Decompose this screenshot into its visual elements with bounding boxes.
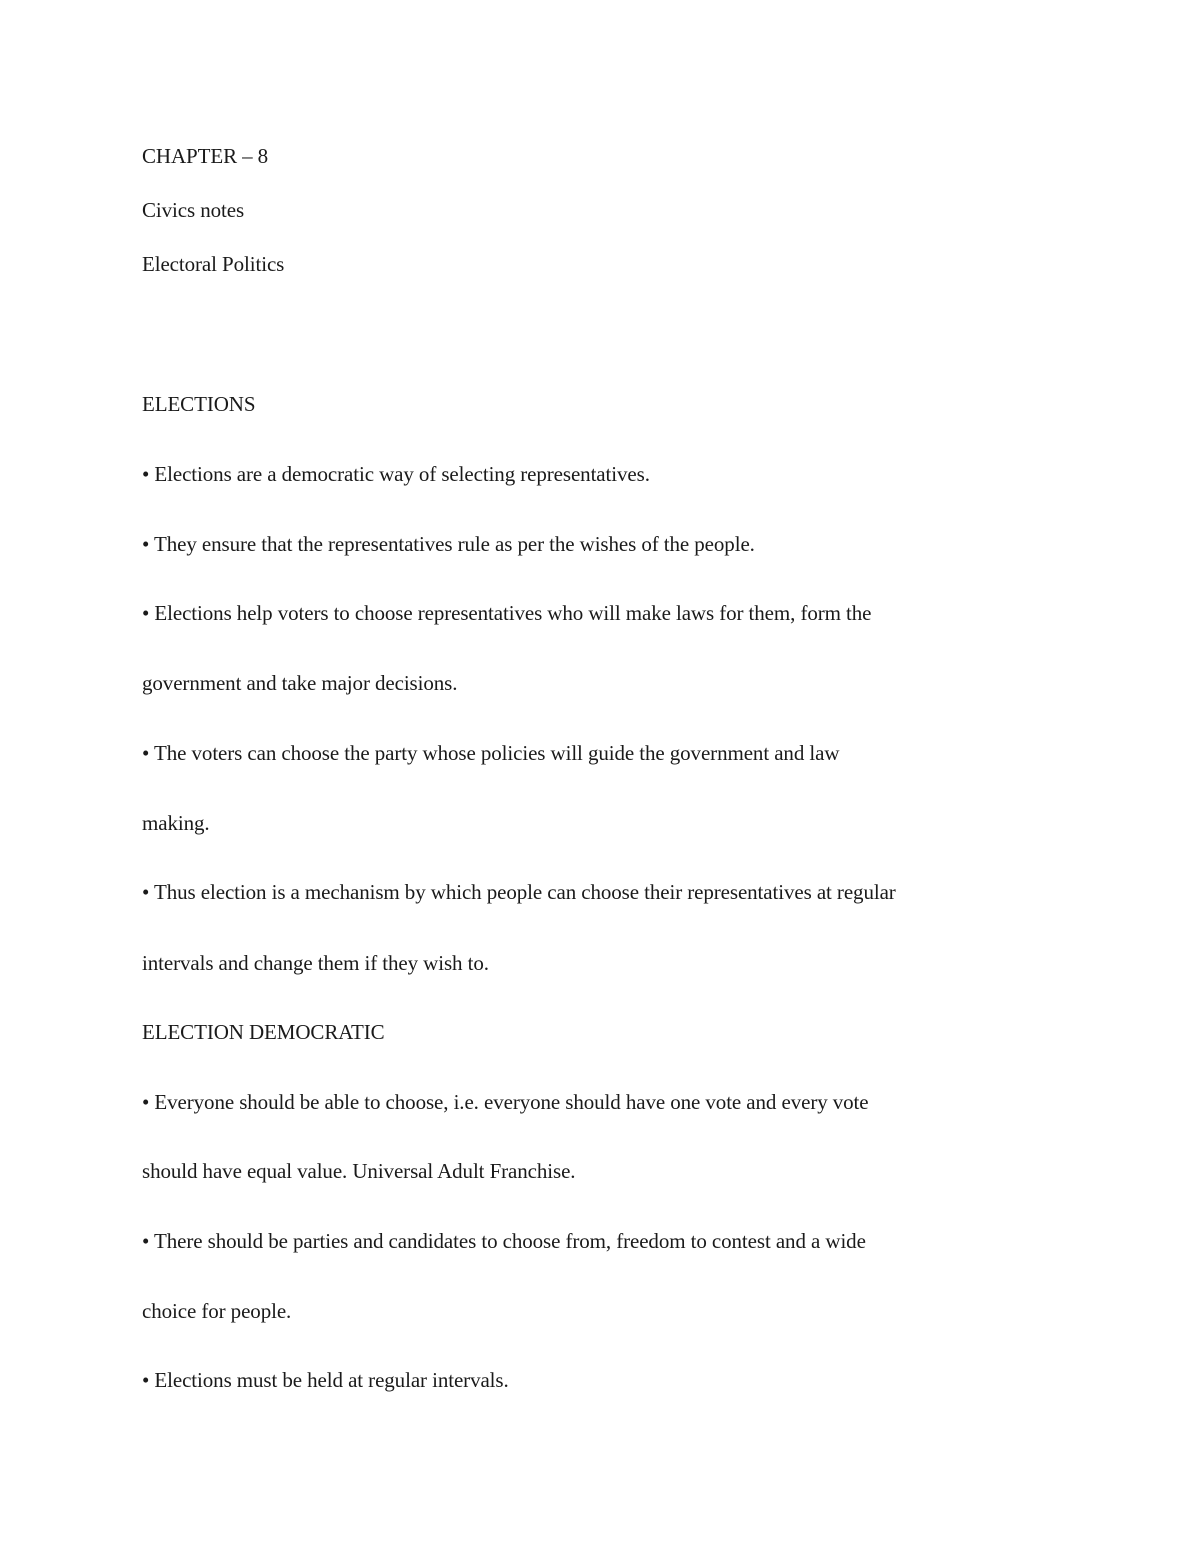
election-democratic-line: • Everyone should be able to choose, i.e. everyone should have one vote and every vote: [142, 1090, 869, 1114]
elections-line: • Elections are a democratic way of selecting representatives.: [142, 462, 650, 486]
chapter-label: CHAPTER – 8: [142, 144, 269, 168]
election-democratic-line: choice for people.: [142, 1299, 292, 1323]
elections-line: • They ensure that the representatives rule as per the wishes of the people.: [142, 532, 755, 556]
elections-line: government and take major decisions.: [142, 671, 458, 695]
subject-label: Civics notes: [142, 198, 245, 222]
elections-line: • Thus election is a mechanism by which people can choose their representatives at regular: [142, 880, 896, 904]
elections-heading: ELECTIONS: [142, 392, 256, 416]
election-democratic-heading: ELECTION DEMOCRATIC: [142, 1020, 385, 1044]
election-democratic-line: • There should be parties and candidates to choose from, freedom to contest and a wide: [142, 1229, 866, 1253]
election-democratic-line: • Elections must be held at regular intervals.: [142, 1368, 509, 1392]
elections-line: • The voters can choose the party whose policies will guide the government and law: [142, 741, 840, 765]
elections-line: intervals and change them if they wish to.: [142, 951, 489, 975]
elections-line: making.: [142, 811, 210, 835]
elections-line: • Elections help voters to choose representatives who will make laws for them, form the: [142, 601, 872, 625]
election-democratic-line: should have equal value. Universal Adult Franchise.: [142, 1159, 576, 1183]
document-title: Electoral Politics: [142, 252, 285, 276]
